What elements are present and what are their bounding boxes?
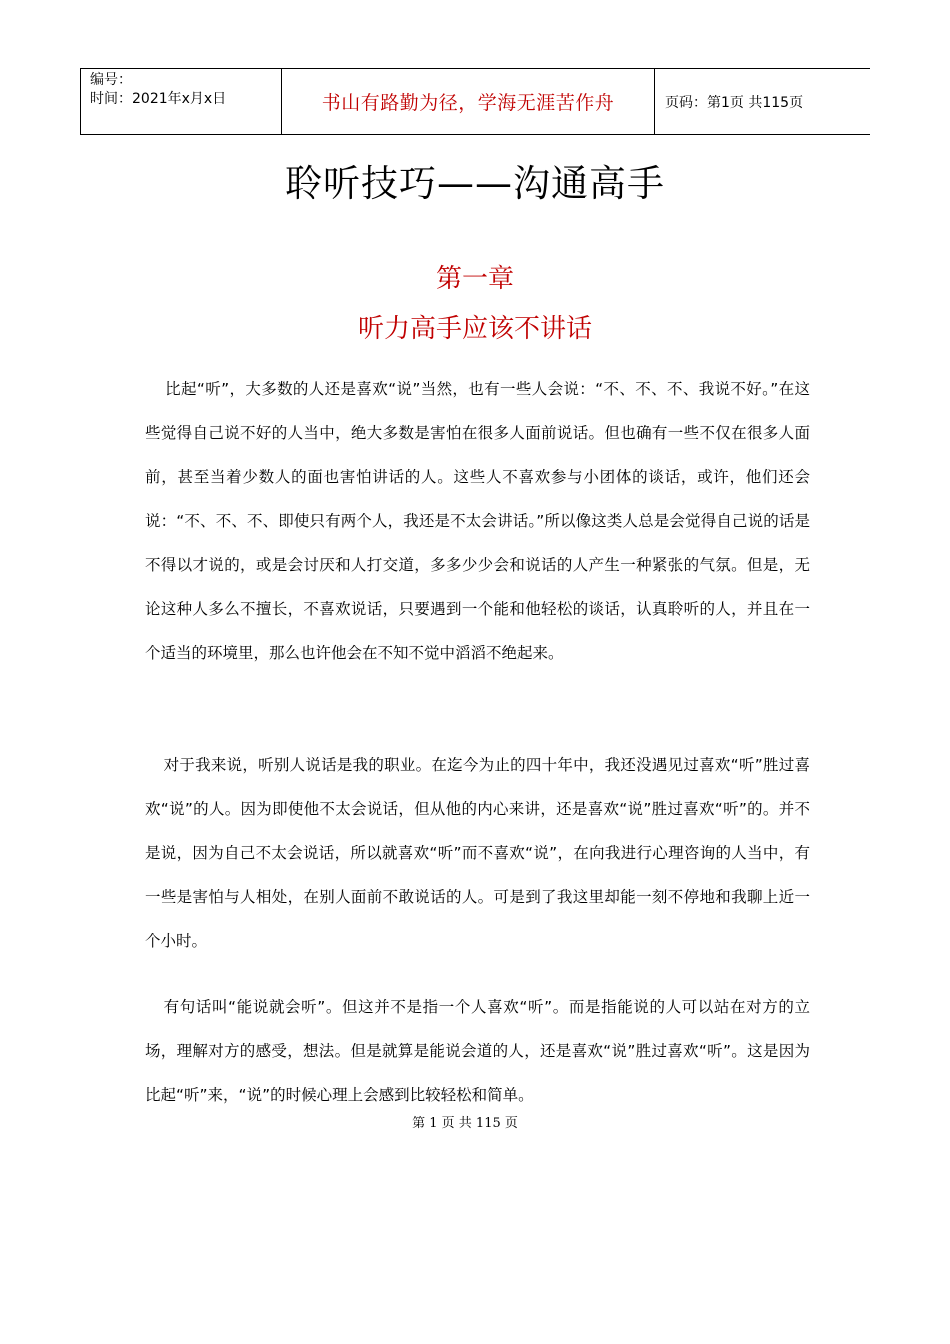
chapter-subtitle: 听力高手应该不讲话 bbox=[357, 314, 592, 344]
paragraph-2 bbox=[145, 743, 810, 963]
page-info: 页码：第1页 共115页 bbox=[665, 94, 804, 111]
header-page-cell bbox=[655, 69, 870, 134]
header-meta-cell bbox=[81, 69, 282, 134]
paragraph-1 bbox=[145, 367, 810, 675]
paragraph-text: 有句话叫“能说就会听”。但这并不是指一个人喜欢“听”。而是指能说的人可以站在对方的立场，理解对方的感受，想法。但是就算是能说会道的人，还是喜欢“说”胜过喜欢“听”。这是因为比起“听”来，“说”的时候心理上会感到比较轻松和简单。 bbox=[145, 998, 810, 1104]
page-footer: 第 1 页 共 115 页 bbox=[412, 1116, 518, 1131]
header-table bbox=[80, 68, 870, 135]
time-label: 时间：2021年x月x日 bbox=[90, 91, 227, 107]
header-motto-cell bbox=[282, 69, 655, 134]
motto-text: 书山有路勤为径，学海无涯苦作舟 bbox=[321, 92, 615, 114]
paragraph-text: 对于我来说，听别人说话是我的职业。在迄今为止的四十年中，我还没遇见过喜欢“听”胜过喜欢“说”的人。因为即使他不太会说话，但从他的内心来讲，还是喜欢“说”胜过喜欢“听”的。并不是说，因为自己不太会说话，所以就喜欢“听”而不喜欢“说”，在向我进行心理咨询的人当中，有一些是害怕与人相处，在别人面前不敢说话的人。可是到了我这里却能一刻不停地和我聊上近一个小时。 bbox=[145, 756, 810, 950]
chapter-number: 第一章 bbox=[435, 264, 514, 294]
serial-label: 编号： bbox=[90, 72, 132, 88]
document-title: 聆听技巧——沟通高手 bbox=[285, 162, 665, 205]
paragraph-text: 比起“听”，大多数的人还是喜欢“说”当然，也有一些人会说：“不、不、不、我说不好。”在这些觉得自己说不好的人当中，绝大多数是害怕在很多人面前说话。但也确有一些不仅在很多人面前，甚至当着少数人的面也害怕讲话的人。这些人不喜欢参与小团体的谈话，或许，他们还会说：“不、不、不、即使只有两个人，我还是不太会讲话。”所以像这类人总是会觉得自己说的话是不得以才说的，或是会讨厌和人打交道，多多少少会和说话的人产生一种紧张的气氛。但是，无论这种人多么不擅长，不喜欢说话，只要遇到一个能和他轻松的谈话，认真聆听的人，并且在一个适当的环境里，那么也许他会在不知不觉中滔滔不绝起来。 bbox=[145, 380, 810, 662]
paragraph-3 bbox=[145, 985, 810, 1117]
